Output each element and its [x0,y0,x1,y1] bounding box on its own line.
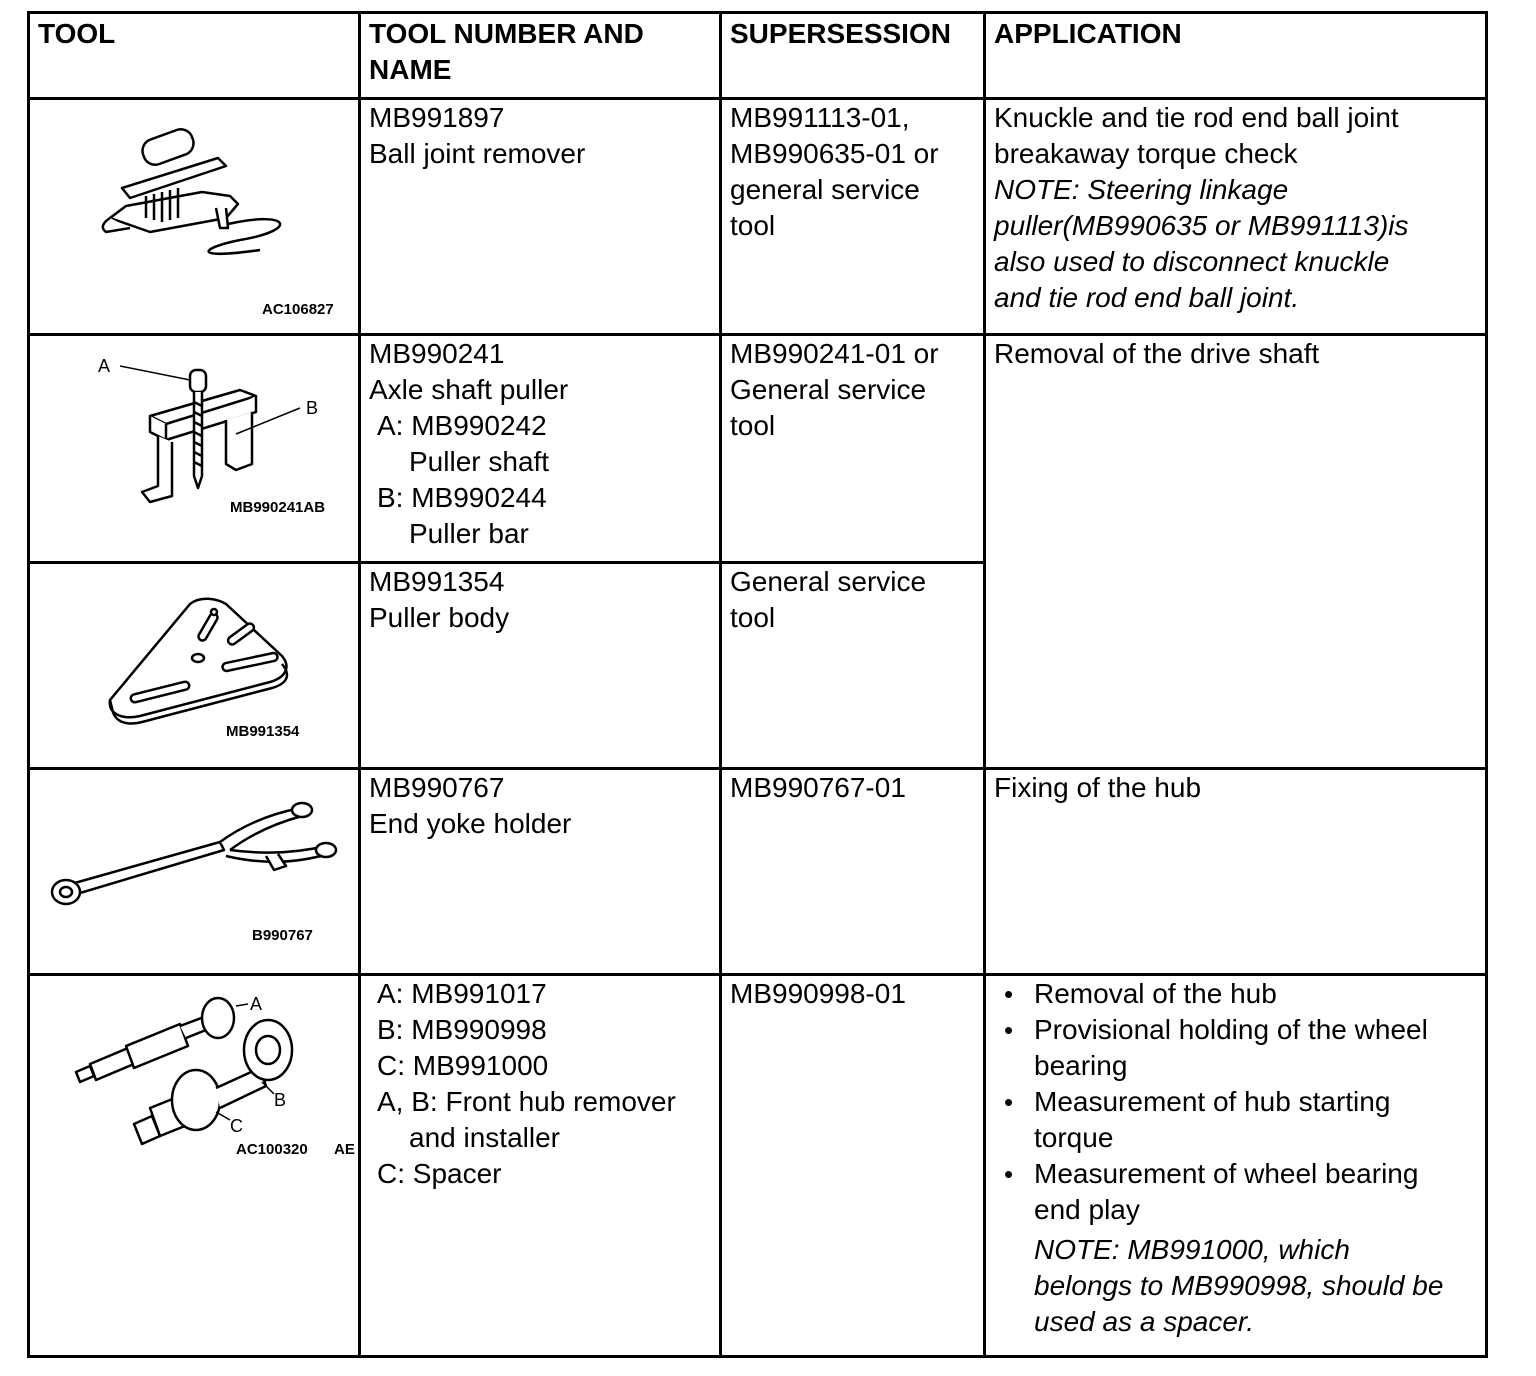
supersession-line: general service [730,174,920,205]
application-cell [985,975,1487,1357]
callout-line-a [120,366,190,380]
application-line: Knuckle and tie rod end ball joint [994,102,1399,133]
supersession-line: MB990767-01 [730,772,906,803]
tool-illustration-cell [29,335,360,563]
note-line: NOTE: Steering linkage [994,174,1289,205]
supersession-line: tool [730,410,776,441]
tool-name: Axle shaft puller [369,374,569,405]
holder-ring-hole-shape [60,887,72,897]
sub-part-name: Puller shaft [409,446,550,477]
supersession-line: tool [730,602,776,633]
header-row [29,13,1487,99]
sub-part-number: A: MB990242 [377,410,547,441]
callout-b: B [306,398,319,418]
tool-name: Puller body [369,602,510,633]
tool-number: MB990241 [369,338,505,369]
puller-plate-hole-shape [192,654,204,662]
table-row [29,975,1487,1357]
callout-a: A [250,994,263,1014]
front-hub-remover-illustration [30,976,355,1176]
list-item [1034,1012,1479,1084]
hub-remover-a-head-shape [202,998,234,1038]
sub-part-name: and installer [409,1122,560,1153]
tool-number-cell [360,335,721,563]
note-line: used as a spacer. [1034,1306,1254,1337]
bullet-text: Measurement of hub starting [1034,1086,1391,1117]
tool-number-cell [360,975,721,1357]
holder-pin-shape [316,843,336,857]
holder-fork-upper-shape [220,808,302,850]
hub-remover-b-head-inner-shape [256,1036,280,1064]
tool-illustration-cell [29,769,360,975]
puller-right-leg-shape [226,412,252,470]
supersession-line: MB991113-01, [730,102,910,133]
puller-left-leg-shape [142,436,172,502]
sub-part-name: Puller bar [409,518,529,549]
note-line: NOTE: MB991000, which [1034,1234,1350,1265]
figure-label: AC100320 [236,1141,308,1158]
bullet-text: Provisional holding of the wheel [1034,1014,1428,1045]
tool-number-cell [360,769,721,975]
table-row [29,769,1487,975]
tool-illustration-cell [29,99,360,335]
supersession-cell [721,975,985,1357]
header-number-name: TOOL NUMBER AND NAME [360,13,721,99]
bullet-text: bearing [1034,1050,1128,1081]
tool-illustration-cell [29,563,360,769]
supersession-line: MB990241-01 or [730,338,939,369]
tool-name: Ball joint remover [369,138,586,169]
application-line: Fixing of the hub [994,772,1202,803]
axle-shaft-puller-illustration [30,336,355,560]
ball-joint-remover-illustration [30,100,355,332]
callout-line-c [216,1112,230,1120]
special-tools-table [27,11,1488,1358]
sub-part-number: A: MB991017 [377,978,547,1009]
puller-body-illustration [30,564,355,766]
holder-handle-shape [64,842,224,896]
application-line: breakaway torque check [994,138,1298,169]
supersession-line: tool [730,210,776,241]
hub-remover-a-sleeve-shape [126,1024,188,1068]
note-line: and tie rod end ball joint. [994,282,1300,313]
list-item [1034,976,1479,1012]
supersession-cell [721,335,985,563]
tool-name: End yoke holder [369,808,572,839]
sub-part-name: A, B: Front hub remover [377,1086,676,1117]
table-row [29,99,1487,335]
application-bullet-list [994,976,1479,1228]
note-line: belongs to MB990998, should be [1034,1270,1444,1301]
sub-part-name: C: Spacer [377,1158,502,1189]
figure-label: MB990241AB [230,499,326,516]
list-item [1034,1084,1479,1156]
tool-number-cell [360,99,721,335]
list-item [1034,1156,1479,1228]
supersession-line: General service [730,566,927,597]
note-block [994,1232,1479,1340]
hub-remover-c-spacer-shape [172,1070,220,1130]
callout-b: B [274,1090,287,1110]
sub-part-number: B: MB990998 [377,1014,547,1045]
tool-number-cell [360,563,721,769]
callout-c: C [230,1116,243,1136]
bullet-text: Removal of the hub [1034,978,1277,1009]
figure-label: MB991354 [226,723,300,740]
header-supersession: SUPERSESSION [721,13,985,99]
note-line: puller(MB990635 or MB991113)is [994,210,1409,241]
bullet-text: torque [1034,1122,1114,1153]
remover-handle-shape [139,126,197,168]
supersession-cell [721,769,985,975]
bullet-text: Measurement of wheel bearing [1034,1158,1419,1189]
tool-number: MB990767 [369,772,505,803]
bullet-text: end play [1034,1194,1140,1225]
application-cell [985,335,1487,769]
application-cell [985,769,1487,975]
figure-label-cut: AE [334,1141,355,1158]
sub-part-number: B: MB990244 [377,482,547,513]
supersession-cell [721,99,985,335]
header-tool: TOOL [29,13,360,99]
end-yoke-holder-illustration [30,770,355,972]
supersession-line: MB990998-01 [730,978,906,1009]
header-application: APPLICATION [985,13,1487,99]
sub-part-number: C: MB991000 [377,1050,549,1081]
figure-label: AC106827 [262,301,334,318]
remover-bolt-shape [216,208,228,228]
holder-pin-shape [292,803,312,817]
tool-number: MB991354 [369,566,505,597]
supersession-line: General service [730,374,927,405]
tool-illustration-cell [29,975,360,1357]
supersession-line: MB990635-01 or [730,138,939,169]
note-line: also used to disconnect knuckle [994,246,1390,277]
callout-a: A [98,356,111,376]
supersession-cell [721,563,985,769]
figure-label: B990767 [252,927,313,944]
application-cell [985,99,1487,335]
table-row [29,335,1487,563]
tool-number: MB991897 [369,102,505,133]
application-line: Removal of the drive shaft [994,338,1320,369]
puller-plate-hole-shape [211,609,217,615]
callout-line-a [236,1004,248,1006]
puller-shaft-head-shape [190,370,206,392]
